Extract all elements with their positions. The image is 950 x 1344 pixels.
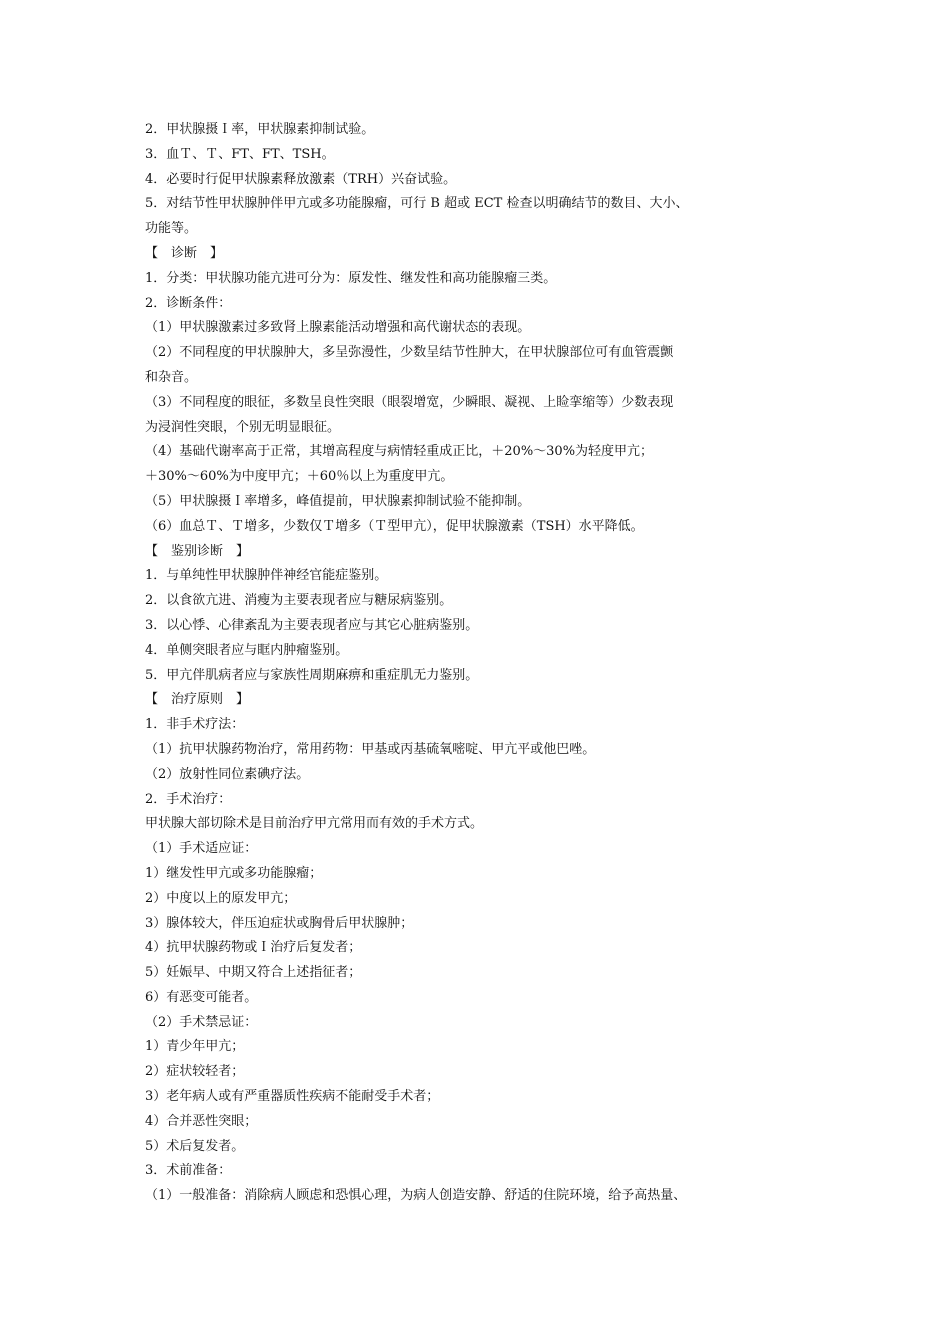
text-line: 2．手术治疗：: [145, 791, 232, 807]
text-line: 3）老年病人或有严重器质性疾病不能耐受手术者；: [145, 1089, 440, 1105]
text-line: 1）青少年甲亢；: [145, 1039, 245, 1055]
text-line: 1）继发性甲亢或多功能腺瘤；: [145, 865, 323, 881]
text-line: 3．以心悸、心律紊乱为主要表现者应与其它心脏病鉴别。: [145, 617, 479, 633]
text-line: 为浸润性突眼，个别无明显眼征。: [145, 419, 341, 435]
text-line: （2）手术禁忌证：: [145, 1014, 258, 1030]
text-line: （6）血总Ｔ、Ｔ增多，少数仅Ｔ增多（Ｔ型甲亢），促甲状腺激素（TSH）水平降低。: [145, 518, 644, 534]
text-line: 2．以食欲亢进、消瘦为主要表现者应与糖尿病鉴别。: [145, 593, 453, 609]
text-line: （1）一般准备：消除病人顾虑和恐惧心理，为病人创造安静、舒适的住院环境，给予高热量、: [145, 1188, 687, 1204]
section-heading-treatment-principles: 【 治疗原则 】: [145, 692, 250, 708]
section-heading-diagnosis: 【 诊断 】: [145, 245, 224, 261]
text-line: 3．血Ｔ、Ｔ、FT、FT、TSH。: [145, 146, 335, 162]
text-line: 功能等。: [145, 221, 198, 237]
text-line: （4）基础代谢率高于正常，其增高程度与病情轻重成正比，＋20%～30%为轻度甲亢；: [145, 444, 654, 460]
text-line: 1．非手术疗法：: [145, 717, 245, 733]
text-line: 2．甲状腺摄Ｉ率，甲状腺素抑制试验。: [145, 122, 375, 137]
text-line: 5）妊娠早、中期又符合上述指征者；: [145, 965, 362, 981]
text-line: 和杂音。: [145, 369, 198, 385]
document-body: [145, 118, 785, 1209]
text-line: （1）手术适应证：: [145, 841, 258, 857]
text-line: （1）抗甲状腺药物治疗，常用药物：甲基或丙基硫氧嘧啶、甲亢平或他巴唑。: [145, 741, 596, 757]
text-line: 3．术前准备：: [145, 1163, 232, 1179]
text-line: （2）放射性同位素碘疗法。: [145, 766, 310, 782]
text-line: （3）不同程度的眼征，多数呈良性突眼（眼裂增宽，少瞬眼、凝视、上睑挛缩等）少数表现: [145, 394, 674, 410]
text-line: 甲状腺大部切除术是目前治疗甲亢常用而有效的手术方式。: [145, 816, 484, 832]
text-line: 4．单侧突眼者应与眶内肿瘤鉴别。: [145, 642, 349, 658]
text-line: 5）术后复发者。: [145, 1138, 245, 1154]
text-line: 5．甲亢伴肌病者应与家族性周期麻痹和重症肌无力鉴别。: [145, 667, 479, 683]
text-line: 4．必要时行促甲状腺素释放激素（TRH）兴奋试验。: [145, 171, 457, 187]
text-line: 6）有恶变可能者。: [145, 989, 258, 1005]
text-line: 4）抗甲状腺药物或Ｉ治疗后复发者；: [145, 940, 362, 956]
text-line: ＋30%～60%为中度甲亢；＋60％以上为重度甲亢。: [145, 469, 454, 485]
section-heading-differential-diagnosis: 【 鉴别诊断 】: [145, 543, 250, 559]
text-line: （2）不同程度的甲状腺肿大，多呈弥漫性，少数呈结节性肿大，在甲状腺部位可有血管震颤: [145, 345, 674, 361]
text-line: 2）中度以上的原发甲亢；: [145, 890, 297, 906]
text-line: 2）症状较轻者；: [145, 1064, 245, 1080]
text-line: （5）甲状腺摄Ｉ率增多，峰值提前，甲状腺素抑制试验不能抑制。: [145, 493, 531, 509]
text-line: 2．诊断条件：: [145, 295, 232, 311]
text-line: 4）合并恶性突眼；: [145, 1113, 258, 1129]
text-line: 1．分类：甲状腺功能亢进可分为：原发性、继发性和高功能腺瘤三类。: [145, 270, 557, 286]
text-line: 5．对结节性甲状腺肿伴甲亢或多功能腺瘤，可行 B 超或 ECT 检查以明确结节的数目、大小、: [145, 196, 689, 212]
text-line: （1）甲状腺激素过多致肾上腺素能活动增强和高代谢状态的表现。: [145, 320, 531, 336]
text-line: 1．与单纯性甲状腺肿伴神经官能症鉴别。: [145, 568, 388, 584]
text-line: 3）腺体较大，伴压迫症状或胸骨后甲状腺肿；: [145, 915, 414, 931]
